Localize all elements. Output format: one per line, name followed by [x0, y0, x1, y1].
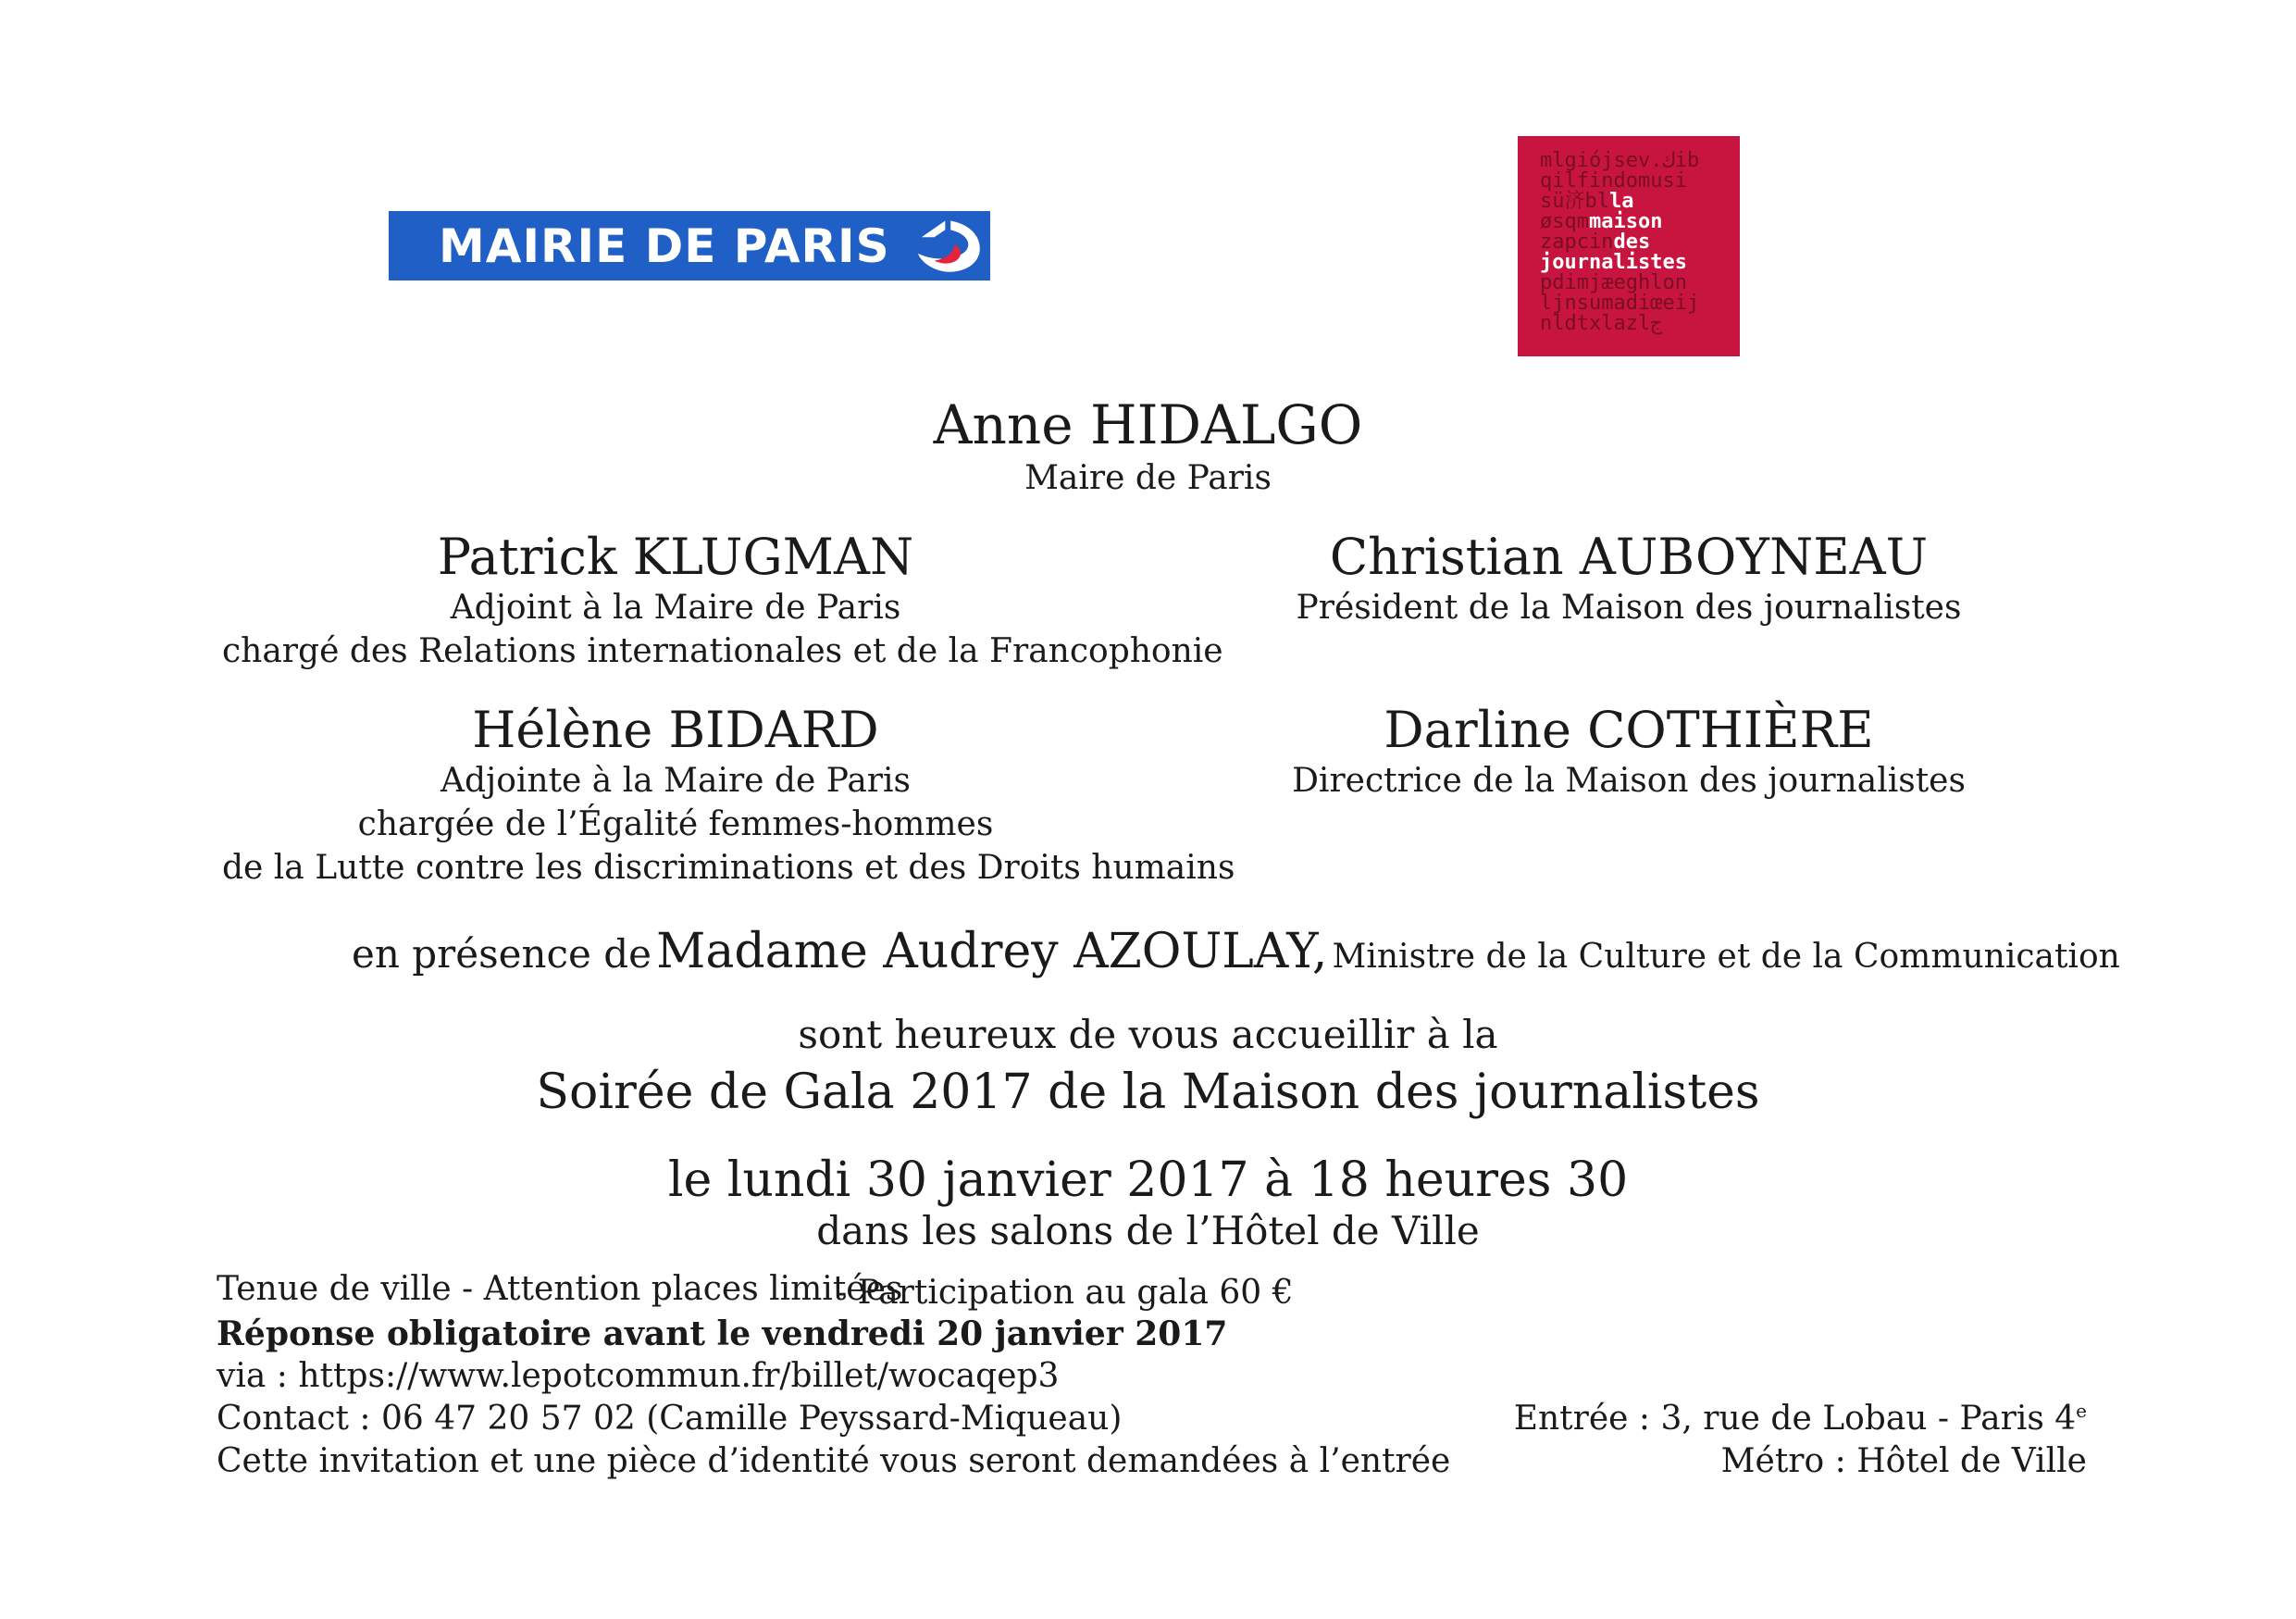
logo-letter-row: nldtxlazlج [1540, 312, 1663, 335]
presence-role: Ministre de la Culture et de la Communication [1332, 938, 2120, 976]
host-title: Maire de Paris [1024, 459, 1272, 497]
presence-line [352, 924, 2120, 979]
event-date: le lundi 30 janvier 2017 à 18 heures 30 [667, 1152, 1629, 1208]
cothiere-role: Directrice de la Maison des journalistes [1292, 762, 1966, 800]
logo-letter-row: mlgiójsev.كib [1540, 149, 1700, 172]
presence-prefix: en présence de [352, 931, 652, 977]
gala-price: - Participation au gala 60 € [836, 1274, 1294, 1312]
maison-des-journalistes-logo [1518, 136, 1740, 356]
logo-letter-row: qilfindomusi [1540, 169, 1687, 193]
event-venue: dans les salons de l’Hôtel de Ville [816, 1208, 1480, 1253]
auboyneau-role: Président de la Maison des journalistes [1296, 589, 1962, 627]
rsvp-link[interactable]: via : https://www.lepotcommun.fr/billet/wocaqep3 [217, 1357, 1060, 1395]
invite-line: sont heureux de vous accueillir à la [798, 1012, 1498, 1057]
bidard-role: Adjointe à la Maire de Paris chargée de l’Égalité femmes-hommes de la Lutte contre les discriminations et des Droits humains [222, 762, 1235, 887]
auboyneau-name: Christian AUBOYNEAU [1329, 528, 1929, 586]
host-name: Anne HIDALGO [933, 393, 1363, 456]
contact-line: Contact : 06 47 20 57 02 (Camille Peyssard-Miqueau) [217, 1400, 1123, 1438]
cothiere-name: Darline COTHIÈRE [1384, 701, 1874, 759]
mairie-de-paris-logo [389, 211, 990, 280]
dress-code: Tenue de ville - Attention places limitées [217, 1270, 903, 1308]
logo-letter-row: sü济blla [1540, 190, 1634, 213]
event-title: Soirée de Gala 2017 de la Maison des journalistes [536, 1065, 1760, 1120]
nef-ship-icon [914, 217, 990, 276]
mairie-logo-text: MAIRIE DE PARIS [439, 218, 890, 273]
logo-letter-row: zapcindes [1540, 230, 1651, 254]
klugman-name: Patrick KLUGMAN [437, 528, 914, 586]
bidard-name: Hélène BIDARD [472, 701, 879, 759]
rsvp-deadline: Réponse obligatoire avant le vendredi 20 janvier 2017 [217, 1314, 1228, 1353]
logo-letter-row: pdimjæeghlon [1540, 271, 1687, 294]
logo-letter-row: journalistes [1540, 251, 1687, 274]
logo-letter-row: øsqmmaison [1540, 210, 1663, 233]
metro-station: Métro : Hôtel de Ville [1720, 1442, 2087, 1480]
klugman-role: Adjoint à la Maire de Paris chargé des Relations internationales et de la Francophonie [222, 589, 1223, 670]
presence-name: Madame Audrey AZOULAY, [656, 924, 1328, 979]
logo-letter-row: ljnsumadiœeij [1540, 292, 1700, 315]
id-note: Cette invitation et une pièce d’identité vous seront demandées à l’entrée [217, 1442, 1451, 1480]
entrance-address: Entrée : 3, rue de Lobau - Paris 4e [1513, 1400, 2087, 1438]
